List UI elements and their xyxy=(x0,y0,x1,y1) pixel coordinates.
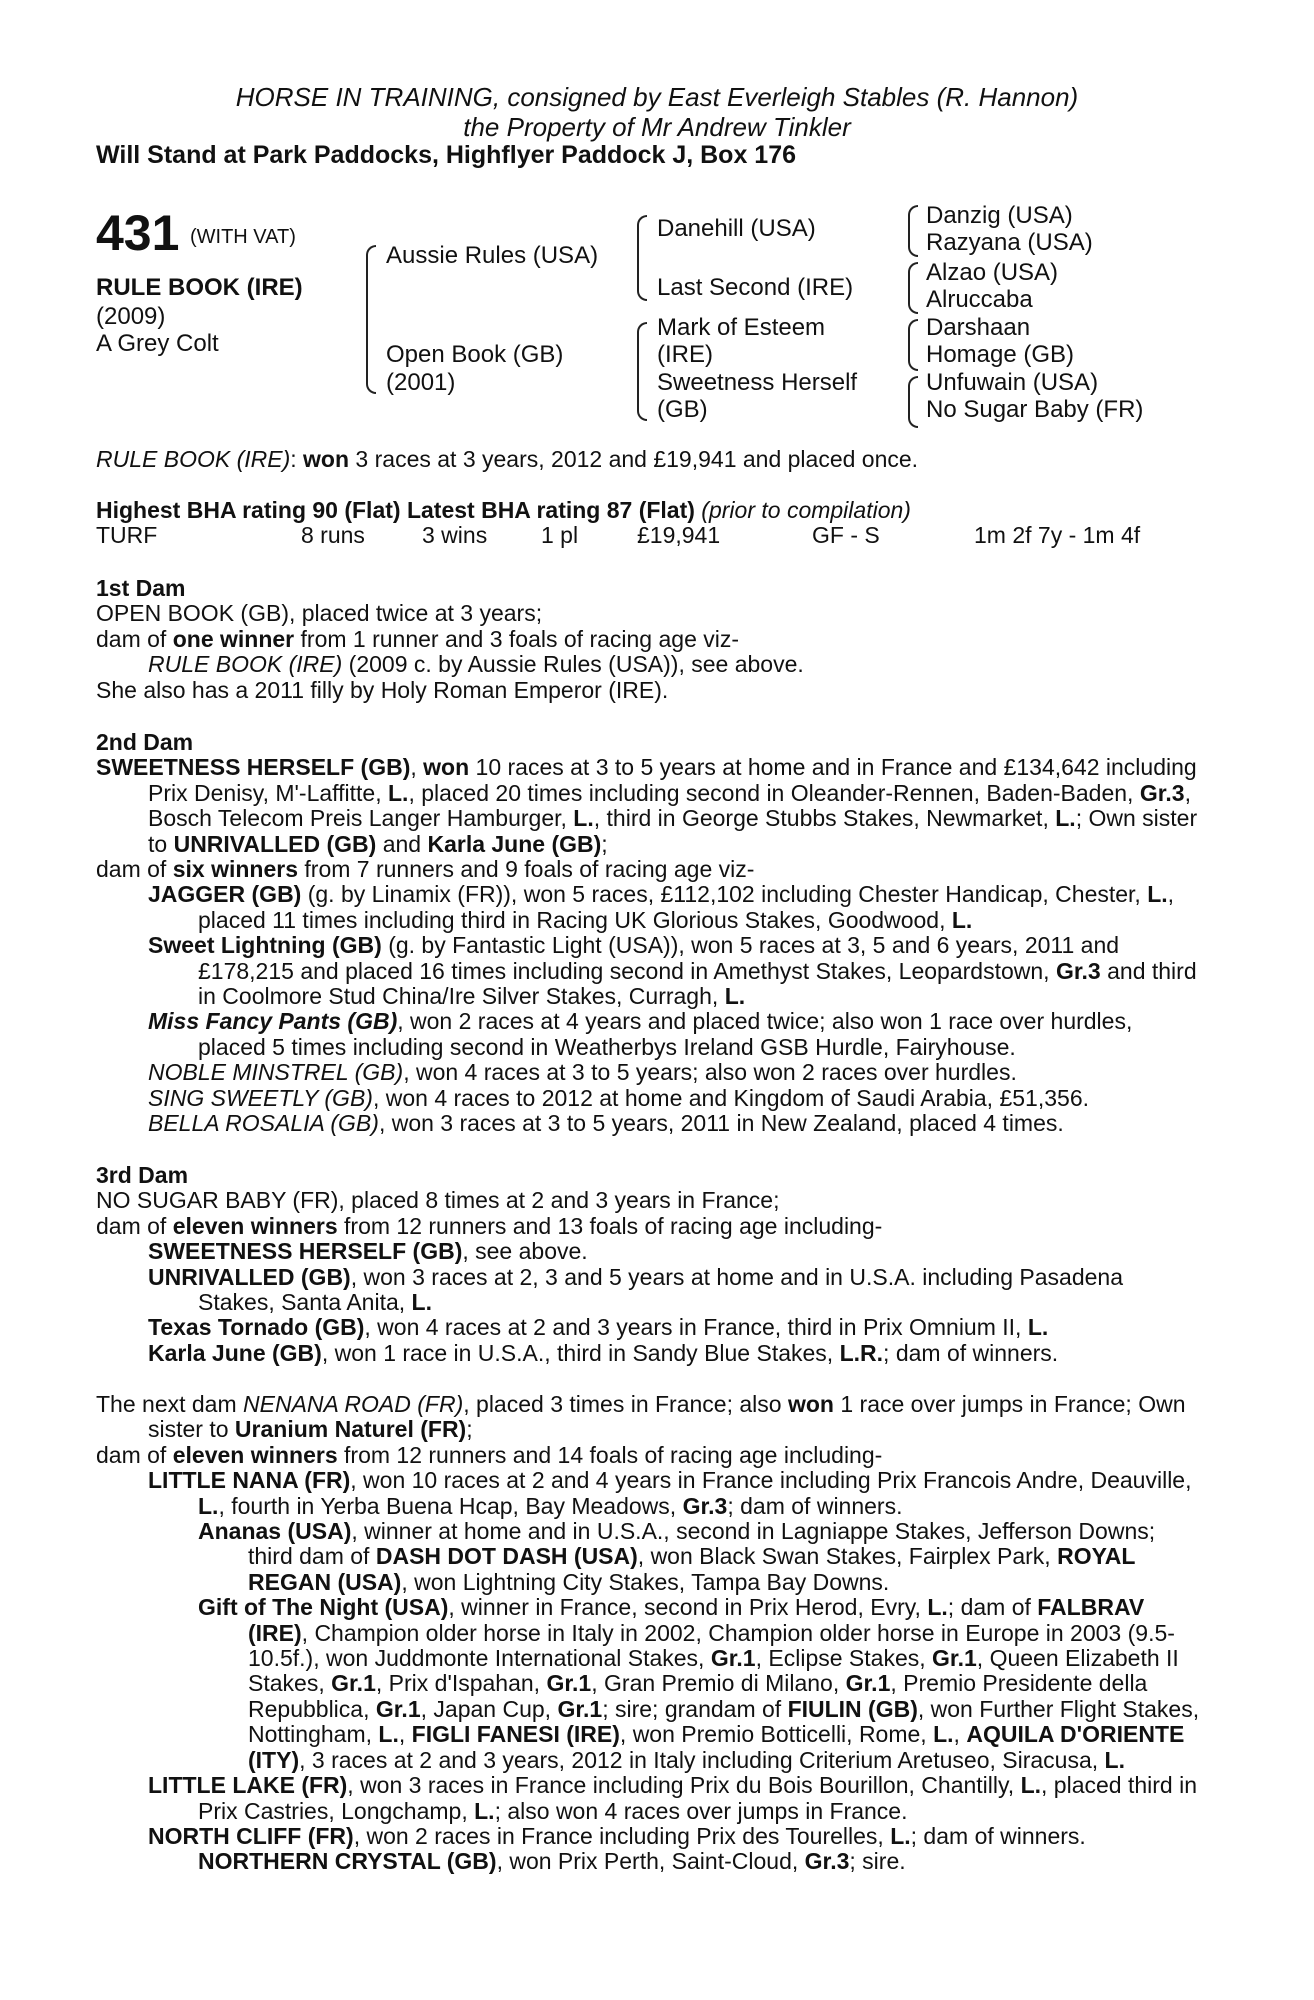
text-run: Gr.1 xyxy=(557,1695,603,1722)
second-dam-record xyxy=(96,755,1206,857)
text-run: , won Further Flight Stakes, Nottingham, xyxy=(248,1695,1200,1748)
text-run: Gr.1 xyxy=(331,1670,376,1697)
foaling-year: (2009) xyxy=(96,303,166,330)
text-run: L. xyxy=(1147,881,1168,908)
text-run: six winners xyxy=(172,856,298,883)
text-run: Uranium Naturel (FR) xyxy=(234,1416,467,1443)
text-run: , winner in France, second in Prix Herod, Evry, xyxy=(448,1594,928,1621)
text-run: (g. by Fantastic Light (USA)), won 5 races at 3, 5 and 6 years, 2011 and £178,215 and placed 16 times including second in Amethyst Stakes, Leopardstown, xyxy=(198,932,1120,984)
text-run: , xyxy=(398,1721,412,1748)
text-run: 1 race over jumps in France; Own sister to xyxy=(148,1391,1186,1443)
text-run: (g. by Linamix (FR)), won 5 races, £112,102 including Chester Handicap, Chester, xyxy=(301,881,1148,908)
text-run: ; dam of winners. xyxy=(883,1339,1059,1366)
text-run: SING SWEETLY (GB) xyxy=(148,1084,373,1111)
text-run: from 12 runners and 14 foals of racing age including- xyxy=(337,1441,883,1468)
vat-note: (WITH VAT) xyxy=(190,226,296,248)
text-run: , won 4 races at 3 to 5 years; also won 2 races over hurdles. xyxy=(403,1059,1017,1086)
text-run: from 1 runner and 3 foals of racing age viz- xyxy=(294,625,740,652)
pedigree-dam-sire-country: (IRE) xyxy=(657,341,713,368)
pedigree-dam-year: (2001) xyxy=(386,369,456,396)
text-run: AQUILA D'ORIENTE (ITY) xyxy=(248,1721,1185,1773)
text-run: , Gran Premio di Milano, xyxy=(591,1670,846,1697)
text-run: L. xyxy=(1055,805,1076,832)
text-run: L. xyxy=(198,1492,219,1519)
next-dam-record xyxy=(96,1392,1206,1443)
text-run: Gr.3 xyxy=(1139,779,1185,806)
text-run: , won 3 races at 3 to 5 years, 2011 in New Zealand, placed 4 times. xyxy=(378,1110,1064,1137)
text-run: and third in Coolmore Stud China/Ire Silver Stakes, Curragh, xyxy=(198,957,1197,1010)
first-dam-foal xyxy=(96,652,1206,677)
text-run: NENANA ROAD (FR) xyxy=(243,1391,464,1417)
text-run: UNRIVALLED (GB) xyxy=(148,1263,351,1290)
pedigree-bracket-sire xyxy=(637,215,647,301)
text-run: , Japan Cup, xyxy=(420,1695,558,1722)
next-dam-produce xyxy=(96,1443,1206,1468)
rating-note: (prior to compilation) xyxy=(694,497,911,523)
text-run: NO SUGAR BABY (FR), placed 8 times at 2 and 3 years in France; xyxy=(96,1187,780,1214)
text-run: Gr.3 xyxy=(804,1848,850,1875)
text-run: Gr.1 xyxy=(375,1695,421,1722)
pedigree-bracket-main xyxy=(366,245,376,394)
produce-entry xyxy=(96,1595,1206,1773)
text-run: L. xyxy=(933,1721,954,1748)
first-dam-line: OPEN BOOK (GB), placed twice at 3 years; xyxy=(96,600,543,627)
text-run: ; also won 4 races over jumps in France. xyxy=(494,1797,908,1824)
produce-entry xyxy=(96,1773,1206,1824)
pedigree-g7: Unfuwain (USA) xyxy=(926,369,1099,396)
text-run: from 7 runners and 9 foals of racing age viz- xyxy=(298,856,755,883)
text-run: , third in George Stubbs Stakes, Newmarket, xyxy=(593,805,1056,832)
text-run: NOBLE MINSTREL (GB) xyxy=(148,1059,404,1086)
text-run: , won Lightning City Stakes, Tampa Bay Downs. xyxy=(401,1568,890,1595)
pedigree-g6: Homage (GB) xyxy=(926,341,1075,368)
text-run: , placed 11 times including third in Racing UK Glorious Stakes, Goodwood, xyxy=(198,881,1175,933)
text-run: NORTHERN CRYSTAL (GB) xyxy=(198,1848,497,1875)
text-run: ; dam of winners. xyxy=(727,1492,903,1519)
pedigree-g4: Alruccaba xyxy=(926,286,1033,313)
text-run: L. xyxy=(378,1721,399,1748)
text-run: DASH DOT DASH (USA) xyxy=(375,1543,638,1570)
race-record-row xyxy=(96,523,1206,549)
text-run: , see above. xyxy=(462,1238,588,1265)
text-run: , 3 races at 2 and 3 years, 2012 in Italy including Criterium Aretuseo, Siracusa, xyxy=(299,1746,1105,1773)
produce-entry xyxy=(96,1519,1206,1595)
text-run: Miss Fancy Pants (GB) xyxy=(148,1008,398,1035)
first-dam-note: She also has a 2011 filly by Holy Roman Emperor (IRE). xyxy=(96,676,669,703)
text-run: , won Black Swan Stakes, Fairplex Park, xyxy=(637,1543,1058,1570)
produce-entry xyxy=(96,1086,1206,1111)
text-run: BELLA ROSALIA (GB) xyxy=(148,1110,379,1137)
record-wins: 3 wins xyxy=(422,522,488,548)
produce-entry xyxy=(96,1239,1206,1264)
text-run: , Prix d'Ispahan, xyxy=(375,1670,547,1697)
summary-won: won xyxy=(303,446,350,472)
summary-colon: : xyxy=(290,446,304,472)
first-dam-produce xyxy=(96,627,1206,652)
record-placed: 1 pl xyxy=(541,522,579,548)
third-dam-produce xyxy=(96,1214,1206,1239)
first-dam-heading: 1st Dam xyxy=(96,575,186,601)
text-run: , Champion older horse in Italy in 2002, Champion older horse in Europe in 2003 (9.5-10.5f.), won Juddmonte International Stakes, xyxy=(248,1619,1175,1672)
pedigree-bracket-dam xyxy=(637,322,647,421)
produce-entry xyxy=(96,1111,1206,1136)
text-run: Gr.1 xyxy=(932,1645,977,1672)
second-dam-produce xyxy=(96,857,1206,882)
pedigree-sire-sire: Danehill (USA) xyxy=(657,215,816,242)
text-run: eleven winners xyxy=(172,1212,338,1239)
pedigree-bracket-g2 xyxy=(908,262,918,314)
first-dam-section xyxy=(96,576,1206,703)
text-run: L. xyxy=(388,779,409,806)
third-dam-heading: 3rd Dam xyxy=(96,1162,189,1188)
pedigree-bracket-g4 xyxy=(908,376,918,428)
text-run: ; sire; grandam of xyxy=(602,1695,788,1722)
text-run: , won Prix Perth, Saint-Cloud, xyxy=(496,1848,805,1875)
second-dam-section xyxy=(96,730,1206,1137)
text-run: Gr.1 xyxy=(710,1645,756,1672)
text-run: , won 3 races at 2, 3 and 5 years at home and in U.S.A. including Pasadena Stakes, Santa Anita, xyxy=(198,1263,1123,1316)
text-run: L. xyxy=(724,983,746,1010)
text-run: from 12 runners and 13 foals of racing age including- xyxy=(337,1212,883,1239)
text-run: dam of xyxy=(96,1212,173,1239)
text-run: , won 2 races at 4 years and placed twice; also won 1 race over hurdles, placed 5 times including second in Weatherbys Ireland GSB Hurdle, Fairyhouse. xyxy=(198,1008,1133,1060)
text-run: L. xyxy=(1104,1746,1125,1773)
text-run: Gr.3 xyxy=(1055,957,1101,984)
race-summary xyxy=(96,447,1206,472)
next-dam-section xyxy=(96,1392,1206,1875)
text-run: NORTH CLIFF (FR) xyxy=(148,1822,354,1849)
pedigree-sire: Aussie Rules (USA) xyxy=(386,242,599,269)
rating-line xyxy=(96,498,1206,523)
text-run: L. xyxy=(951,906,973,933)
produce-entry xyxy=(96,1009,1206,1060)
produce-entry xyxy=(96,933,1206,1009)
text-run: , placed 3 times in France; also xyxy=(463,1391,788,1417)
horse-description: A Grey Colt xyxy=(96,330,219,357)
text-run: , placed 20 times including second in Oleander-Rennen, Baden-Baden, xyxy=(408,779,1140,806)
text-run: FIULIN (GB) xyxy=(787,1695,918,1722)
text-run: , won 2 races in France including Prix des Tourelles, xyxy=(353,1822,891,1849)
text-run: , Queen Elizabeth II Stakes, xyxy=(248,1645,1179,1697)
header-location: Will Stand at Park Paddocks, Highflyer Paddock J, Box 176 xyxy=(96,141,796,169)
text-run: , placed third in Prix Castries, Longchamp, xyxy=(198,1772,1198,1824)
text-run: SWEETNESS HERSELF (GB) xyxy=(96,754,411,781)
text-run: Sweet Lightning (GB) xyxy=(148,932,382,959)
pedigree-g3: Alzao (USA) xyxy=(926,259,1059,286)
text-run: SWEETNESS HERSELF (GB) xyxy=(148,1238,463,1265)
text-run: , fourth in Yerba Buena Hcap, Bay Meadows, xyxy=(218,1492,683,1519)
winners-count: one winner xyxy=(172,625,295,652)
text-run: Gr.1 xyxy=(845,1670,891,1697)
text-run: Gr.1 xyxy=(546,1670,592,1697)
text-run: L. xyxy=(927,1594,948,1621)
produce-entry xyxy=(96,1315,1206,1340)
text-run: LITTLE LAKE (FR) xyxy=(148,1772,348,1799)
produce-entry xyxy=(96,1824,1206,1849)
text-run: ; sire. xyxy=(849,1848,906,1875)
produce-entry xyxy=(96,882,1206,933)
pedigree-dam-sire: Mark of Esteem xyxy=(657,314,826,341)
text-run: ; xyxy=(466,1416,473,1443)
pedigree-bracket-g1 xyxy=(908,205,918,257)
third-dam-section xyxy=(96,1163,1206,1366)
produce-entry xyxy=(96,1265,1206,1316)
text-run: Gift of The Night (USA) xyxy=(198,1594,449,1621)
foal-name: RULE BOOK (IRE) xyxy=(148,651,343,678)
text-run: eleven winners xyxy=(172,1441,338,1468)
record-distance: 1m 2f 7y - 1m 4f xyxy=(974,522,1141,548)
text-run: Ananas (USA) xyxy=(198,1518,352,1545)
text-run: ROYAL REGAN (USA) xyxy=(248,1543,1136,1595)
text-run: ; xyxy=(601,830,608,857)
text-run: LITTLE NANA (FR) xyxy=(148,1467,351,1494)
text-run: ; dam of xyxy=(947,1594,1038,1621)
record-going: GF - S xyxy=(812,522,880,548)
text-run: L. xyxy=(573,805,594,832)
text-run: dam of xyxy=(96,625,173,652)
pedigree-g5: Darshaan xyxy=(926,314,1031,341)
pedigree-sire-dam: Last Second (IRE) xyxy=(657,274,854,301)
produce-entry xyxy=(96,1060,1206,1085)
text-run: , won 3 races in France including Prix du Bois Bourillon, Chantilly, xyxy=(347,1772,1021,1799)
text-run: , xyxy=(953,1721,967,1748)
text-run: dam of xyxy=(96,1441,173,1468)
pedigree-dam: Open Book (GB) xyxy=(386,341,564,368)
text-run: L. xyxy=(1020,1772,1042,1799)
text-run: , won Premio Botticelli, Rome, xyxy=(619,1721,934,1748)
text-run: ; dam of winners. xyxy=(910,1822,1086,1849)
produce-entry xyxy=(96,1468,1206,1519)
text-run: Karla June (GB) xyxy=(427,830,602,857)
record-surface: TURF xyxy=(96,522,158,548)
header-owner: the Property of Mr Andrew Tinkler xyxy=(463,112,851,142)
text-run: won xyxy=(787,1391,834,1417)
text-run: UNRIVALLED (GB) xyxy=(173,830,377,857)
pedigree-g8: No Sugar Baby (FR) xyxy=(926,396,1144,423)
text-run: 10 races at 3 to 5 years at home and in France and £134,642 including Prix Denisy, M'-Laffitte, xyxy=(148,754,1197,806)
text-run: FIGLI FANESI (IRE) xyxy=(411,1721,620,1748)
horse-name: RULE BOOK (IRE) xyxy=(96,274,303,301)
text-run: L. xyxy=(411,1289,432,1316)
text-run: L. xyxy=(1027,1314,1049,1341)
record-earnings: £19,941 xyxy=(637,522,721,548)
text-run: , winner at home and in U.S.A., second in Lagniappe Stakes, Jefferson Downs; third dam of xyxy=(248,1518,1156,1570)
rating-text: Highest BHA rating 90 (Flat) Latest BHA rating 87 (Flat) xyxy=(96,497,695,523)
text-run: , Premio Presidente della Repubblica, xyxy=(248,1670,1148,1722)
record-runs: 8 runs xyxy=(301,522,365,548)
pedigree-bracket-g3 xyxy=(908,319,918,371)
text-run: and xyxy=(376,830,428,857)
text-run: FALBRAV (IRE) xyxy=(248,1594,1145,1646)
pedigree-dam-dam: Sweetness Herself xyxy=(657,369,858,396)
text-run: Karla June (GB) xyxy=(148,1339,322,1366)
text-run: , won 4 races at 2 and 3 years in France, third in Prix Omnium II, xyxy=(364,1314,1028,1341)
text-run: Texas Tornado (GB) xyxy=(148,1314,365,1341)
header-consignor: HORSE IN TRAINING, consigned by East Everleigh Stables (R. Hannon) xyxy=(235,82,1079,112)
text-run: (2009 c. by Aussie Rules (USA)), see above. xyxy=(342,651,804,678)
summary-text: 3 races at 3 years, 2012 and £19,941 and placed once. xyxy=(349,446,919,472)
text-run: , won 1 race in U.S.A., third in Sandy Blue Stakes, xyxy=(321,1339,840,1366)
text-run: dam of xyxy=(96,856,173,883)
pedigree-g2: Razyana (USA) xyxy=(926,229,1093,256)
text-run: Gr.3 xyxy=(682,1492,728,1519)
text-run: , won 10 races at 2 and 4 years in France including Prix Francois Andre, Deauville, xyxy=(350,1467,1192,1494)
text-run: L. xyxy=(890,1822,911,1849)
pedigree-g1: Danzig (USA) xyxy=(926,202,1073,229)
produce-entry xyxy=(96,1341,1206,1366)
summary-horse-name: RULE BOOK (IRE) xyxy=(96,446,291,472)
text-run: ; Own sister to xyxy=(148,805,1198,857)
text-run: JAGGER (GB) xyxy=(148,881,302,908)
pedigree-dam-dam-country: (GB) xyxy=(657,396,708,423)
text-run: , won 4 races to 2012 at home and Kingdom of Saudi Arabia, £51,356. xyxy=(372,1084,1089,1111)
text-run: , xyxy=(410,754,424,781)
text-run: The next dam xyxy=(96,1391,244,1417)
lot-number: 431 xyxy=(96,205,180,261)
second-dam-heading: 2nd Dam xyxy=(96,729,194,755)
third-dam-record xyxy=(96,1188,1206,1213)
text-run: won xyxy=(423,754,470,781)
text-run: L.R. xyxy=(839,1339,884,1366)
text-run: , Eclipse Stakes, xyxy=(755,1645,933,1672)
text-run: L. xyxy=(474,1797,495,1824)
text-run: , Bosch Telecom Preis Langer Hamburger, xyxy=(148,779,1191,832)
produce-entry xyxy=(96,1849,1206,1874)
